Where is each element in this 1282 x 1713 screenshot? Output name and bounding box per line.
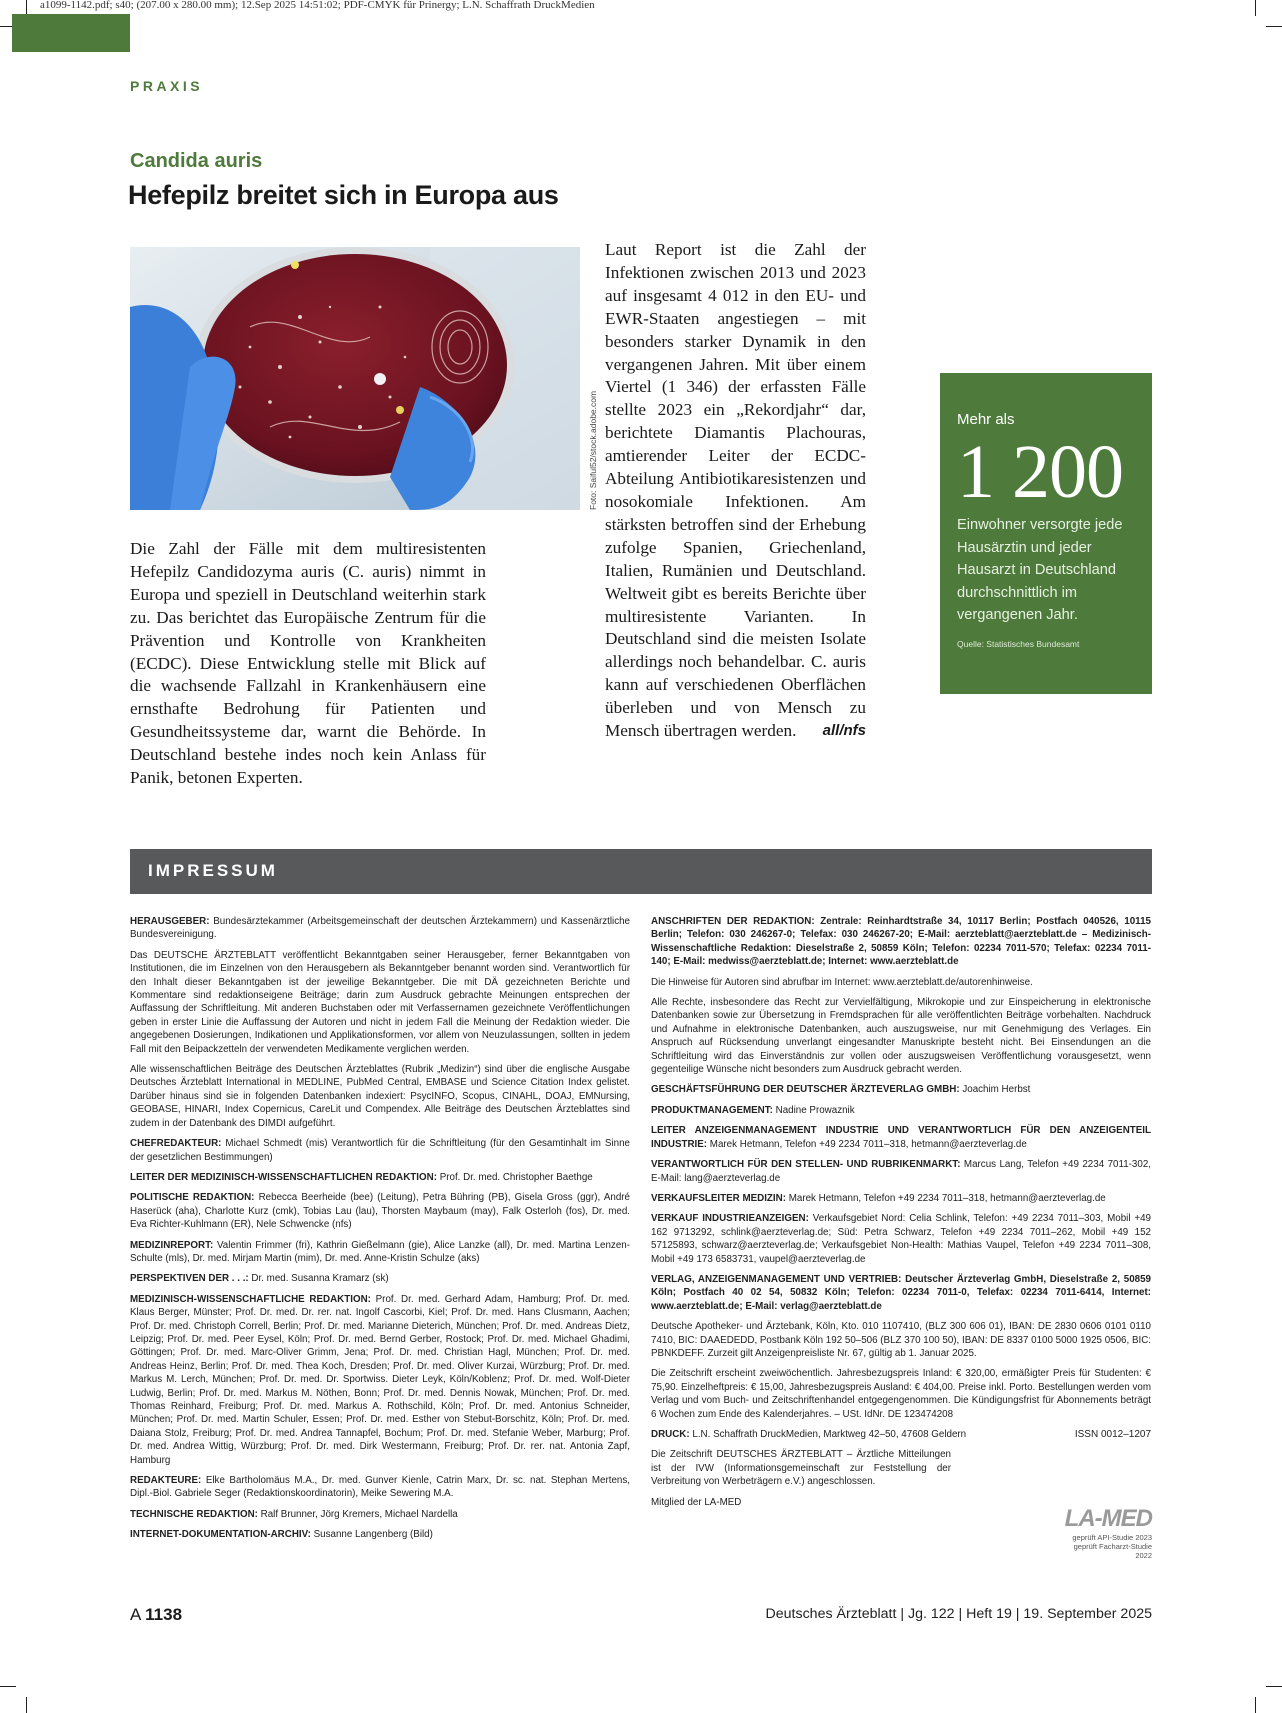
lamed-member: Mitglied der LA-MED [651,1496,742,1508]
impressum-entry [130,1528,630,1541]
impressum-entry-label: GESCHÄFTSFÜHRUNG DER DEUTSCHER ÄRZTEVERLAG GMBH: [651,1084,960,1096]
impressum-entry [651,1273,1151,1313]
impressum-entry [651,1083,1151,1096]
lamed-sub1: geprüft API-Studie 2023 [1072,1533,1152,1542]
impressum-entry-text: Prof. Dr. med. Christopher Baethge [439,1171,593,1183]
impressum-entry-label: POLITISCHE REDAKTION: [130,1192,255,1204]
impressum-entry [130,1171,630,1184]
impressum-entry-text: Susanne Langenberg (Bild) [313,1529,433,1541]
impressum-entry-label: LEITER DER MEDIZINISCH-WISSENSCHAFTLICHEN REDAKTION: [130,1171,437,1183]
article-body-col2 [605,239,866,743]
impressum-entry [651,1192,1151,1205]
impressum-entry-text: Michael Schmedt (mis) Verantwortlich für die Schriftleitung (für den Gesamtinhalt im Sinne der gesetzlichen Bestimmungen) [130,1138,630,1163]
page-prefix: A [130,1605,141,1624]
crop-mark [0,1686,16,1687]
impressum-entry-label: VERKAUF INDUSTRIEANZEIGEN: [651,1213,809,1225]
impressum-entry-text: Joachim Herbst [962,1084,1031,1096]
fact-source: Quelle: Statistisches Bundesamt [957,638,1080,649]
impressum-entry-label: LEITER ANZEIGENMANAGEMENT INDUSTRIE UND VERANTWORTLICH FÜR DEN ANZEIGENTEIL INDUSTRIE: [651,1125,1151,1150]
impressum-entry-text: Marek Hetmann, Telefon +49 2234 7011–318, hetmann@aerzteverlag.de [788,1192,1106,1204]
impressum-entry-text: Alle Rechte, insbesondere das Recht zur Vervielfältigung, Mikrokopie und zur Einspeicherung in elektronische Datenbanken sowie zur Übersetzung in Fremdsprachen für alle veröffentlichten Beiträge vorbehalten. Nachdruck und Aufnahme in elektronische Datenbanken, auch auszugsweise, nur mit Genehmigung des Verlages. Ein Anspruch auf Rücksendung unverlangt eingesandter Manuskripte besteht nicht. Bei Einsendungen an die Schriftleitung wird das Einverständnis zur vollen oder auszugsweisen Veröffentlichung vorausgesetzt, wenn gegenteilige Wünsche nicht besonders zum Ausdruck gebracht werden. [651,997,1151,1076]
impressum-entry [130,1137,630,1164]
druck-text: L.N. Schaffrath DruckMedien, Marktweg 42–50, 47608 Geldern [692,1429,967,1440]
impressum-entry-label: PRODUKTMANAGEMENT: [651,1104,773,1116]
crop-mark [1255,0,1256,16]
impressum-entry-label: INTERNET-DOKUMENTATION-ARCHIV: [130,1529,311,1541]
impressum-entry-text: Die Hinweise für Autoren sind abrufbar im Internet: www.aerzteblatt.de/autorenhinweise. [651,976,1033,988]
impressum-entry-label: ANSCHRIFTEN DER REDAKTION: [651,916,815,927]
impressum-entry-text: Alle wissenschaftlichen Beiträge des Deutschen Ärzteblattes (Rubrik „Medizin“) sind über die englische Ausgabe Deutsches Ärzteblatt International in MEDLINE, PubMed Central, EMBASE und Science Citation Index gelistet. Darüber hinaus sind sie in folgenden Datenbanken indexiert: PsycINFO, Scopus, CINAHL, DOAJ, EMNursing, GEOBASE, HINARI, Index Copernicus, CareLit und Compendex. Alle Beiträge des Deutschen Ärzteblattes sind zudem in der Datenbank des DIMDI aufgeführt. [130,1064,630,1129]
impressum-entry-label: HERAUSGEBER: [130,916,210,927]
fact-text: Einwohner versorgte jede Hausärztin und jeder Hausarzt in Deutschland durchschnittlich im vergangenen Jahr. [957,517,1123,623]
author-signature: all/nfs [822,722,866,740]
impressum-entry-label: REDAKTEURE: [130,1475,202,1487]
impressum-entry [130,1191,630,1231]
impressum-entry-text: Verkaufsgebiet Nord: Celia Schlink, Telefon: +49 2234 7011–303, Mobil +49 162 9713292, schlink@aerzteverlag.de; Süd: Petra Schwarz, Telefon +49 2234 7011–262, Mobil +49 152 57125893, schwarz@aerzteverlag.de; Verkaufsgebiet Non-Health: Mathias Vaupel, Telefon +49 2234 7011–308, Mobil +49 173 6583731, vaupel@aerzteverlag.de [651,1213,1151,1265]
lamed-logo [1060,1505,1152,1560]
impressum-entry [130,1239,630,1266]
article-headline: Hefepilz breitet sich in Europa aus [128,180,559,210]
impressum-entry-text: Marcus Lang, Telefon +49 2234 7011-302, E-Mail: lang@aerzteverlag.de [651,1159,1151,1184]
impressum-entry-label: PERSPEKTIVEN DER . . .: [130,1273,249,1285]
fact-pre: Mehr als [957,411,1015,428]
impressum-entry-text: Dr. med. Susanna Kramarz (sk) [251,1273,389,1285]
crop-mark [1266,26,1282,27]
impressum-entry-label: VERLAG, ANZEIGENMANAGEMENT UND VERTRIEB: [651,1273,902,1285]
lamed-sub2: geprüft Facharzt-Studie 2022 [1073,1542,1152,1560]
impressum-entry-text: Deutscher Ärzteverlag GmbH, Dieselstraße 2, 50859 Köln; Postfach 40 02 54, 50832 Köln; Telefon: 02234 7011-0, Telefax: 02234 7011-6414, Internet: www.aerzteblatt.de; E-Mail: verlag@aerzteblatt.de [651,1273,1151,1312]
impressum-entry [130,1063,630,1130]
impressum-entry [130,949,630,1056]
impressum-entry-text: Zentrale: Reinhardtstraße 34, 10117 Berlin; Postfach 040526, 10115 Berlin; Telefon: 030 246267-0; Telefax: 030 246267-20; E-Mail: aerzteblatt@aerzteblatt.de – Medizinisch-Wissenschaftliche Redaktion: Dieselstraße 2, 50859 Köln; Telefon: 02234 7011-570; Telefax: 02234 7011-140; E-Mail: medwiss@aerzteblatt.de; Internet: www.aerzteblatt.de [651,916,1151,968]
impressum-left-column [130,915,630,1549]
impressum-entry-text: Ralf Brunner, Jörg Kremers, Michael Nardella [260,1508,458,1520]
impressum-entry [130,1508,630,1521]
petri-dish-photo [130,247,580,510]
page-number [130,1605,182,1625]
impressum-entry [651,1124,1151,1151]
lamed-logo-text: LA-MED [1064,1505,1152,1532]
section-color-tab [12,14,130,52]
impressum-entry-text: Elke Bartholomäus M.A., Dr. med. Gunver Kienle, Catrin Marx, Dr. sc. nat. Stephan Mertens, Dipl.-Biol. Gabriele Seger (Redaktionskoordinatorin), Meike Sewering M.A. [130,1475,630,1500]
page-number-value: 1138 [145,1605,183,1624]
impressum-entry [651,1158,1151,1185]
impressum-entry-text: Nadine Prowaznik [775,1104,855,1116]
impressum-entry [651,1104,1151,1117]
impressum-entry [651,996,1151,1076]
section-label: PRAXIS [130,78,204,94]
print-info: a1099-1142.pdf; s40; (207.00 x 280.00 mm); 12.Sep 2025 14:51:02; PDF-CMYK für Prinergy; L.N. Schaffrath DruckMedien [40,0,595,11]
impressum-entry [130,915,630,942]
issn: ISSN 0012–1207 [1074,1429,1151,1440]
impressum-entry-text: Die Zeitschrift erscheint zweiwöchentlich. Jahresbezugspreis Inland: € 320,00, ermäßigter Preis für Studenten: € 75,90. Einzelheftpreis: € 15,00, Jahresbezugspreis Ausland: € 404,00. Preise inkl. Porto. Bestellungen werden vom Verlag und vom Buch- und Zeitschriftenhandel entgegengenommen. Die Kündigungsfrist für Abonnements beträgt 6 Wochen zum Ende des Kalenderjahres. – USt. IdNr. DE 123474208 [651,1368,1151,1420]
ivw-note: Die Zeitschrift DEUTSCHES ÄRZTEBLATT – Ärztliche Mitteilungen ist der IVW (Informationsgemeinschaft zur Feststellung der Verbreitung von Werbeträgern e.V.) angeschlossen. [651,1449,951,1488]
impressum-title: IMPRESSUM [148,861,278,880]
impressum-entry [651,976,1151,989]
impressum-entry-label: VERANTWORTLICH FÜR DEN STELLEN- UND RUBRIKENMARKT: [651,1159,961,1171]
impressum-entry-text: Prof. Dr. med. Gerhard Adam, Hamburg; Prof. Dr. med. Klaus Berger, Münster; Prof. Dr. med. Dr. rer. nat. Ingolf Cascorbi, Kiel; Prof. Dr. med. Hans Clusmann, Aachen; Prof. Dr. med. Christoph Correll, Berlin; Prof. Dr. med. Marianne Dieterich, München; Prof. Dr. med. Andreas Dietz, Leipzig; Prof. Dr. med. Peer Eysel, Köln; Prof. Dr. med. Bernd Gerber, Rostock; Prof. Dr. med. Michael Ghadimi, Göttingen; Prof. Dr. med. Marc-Oliver Grimm, Jena; Prof. Dr. med. Christian Hagl, München; Prof. Dr. med. Andreas Heinz, Berlin; Prof. Dr. med. Thea Koch, Dresden; Prof. Dr. med. Oliver Kurzai, Würzburg; Prof. Dr. med. Markus M. Lerch, München; Prof. Dr. med. Dr. Sportwiss. Dieter Leyk, Köln/Koblenz; Prof. Dr. med. Wolf-Dieter Ludwig, Berlin; Prof. Dr. med. Markus M. Nöthen, Bonn; Prof. Dr. med. Dennis Nowak, München; Prof. Dr. med. Thomas Reinhard, Freiburg; Prof. Dr. med. Markus A. Rothschild, Köln; Prof. Dr. med. Antonius Schneider, München; Prof. Dr. med. Martin Schuler, Essen; Prof. Dr. med. Esther von Stebut-Borschitz, Köln; Prof. Dr. med. Daiana Stolz, Freiburg; Prof. Dr. med. Andrea Tannapfel, Bochum; Prof. Dr. med. Stefanie Weber, Marburg; Prof. Dr. med. Andrea Wittig, Würzburg; Prof. Dr. med. Dirk Westermann, Freiburg; Prof. Dr. rer. nat. Antonia Zapf, Hamburg [130,1293,630,1466]
fact-number: 1 200 [957,430,1123,514]
impressum-header [130,849,1152,894]
impressum-right-list [651,915,1151,1421]
impressum-entry-text: Marek Hetmann, Telefon +49 2234 7011–318, hetmann@aerzteverlag.de [709,1138,1027,1150]
article-body-col2-text: Laut Report ist die Zahl der Infektionen zwischen 2013 und 2023 auf insgesamt 4 012 in den EU- und EWR-Staaten angestiegen – mit besonders starker Dynamik in den vergangenen Jahren. Mit über einem Viertel (1 346) der erfassten Fälle stellte 2023 ein „Rekordjahr“ dar, berichtete Diamantis Plachouras, amtierender Leiter der ECDC-Abteilung Antibiotikaresistenzen und nosokomiale Infektionen. Am stärksten betroffen sind der Erhebung zufolge Spanien, Griechenland, Italien, Rumänien und Deutschland. Weltweit gibt es bereits Berichte über multiresistente Varianten. In Deutschland sind die meisten Isolate allerdings noch behandelbar. C. auris kann auf verschiedenen Oberflächen überleben und von Mensch zu Mensch übertragen werden. [605,240,866,741]
impressum-entry-label: TECHNISCHE REDAKTION: [130,1508,258,1520]
impressum-entry-label: VERKAUFSLEITER MEDIZIN: [651,1192,786,1204]
impressum-druck [651,1428,1151,1441]
impressum-entry [651,1212,1151,1266]
impressum-entry [651,915,1151,969]
impressum-entry [651,1320,1151,1360]
druck-label: DRUCK: [651,1429,690,1440]
photo-credit: Foto: Saiful52/stock.adobe.com [588,390,598,510]
impressum-entry [130,1293,630,1467]
impressum-entry [130,1272,630,1285]
crop-mark [26,1697,27,1713]
impressum-entry-text: Rebecca Beerheide (bee) (Leitung), Petra Bühring (PB), Gisela Gross (ggr), André Haserück (aha), Charlotte Kurz (cmk), Tobias Lau (lau), Thorsten Maybaum (may), Falk Osterloh (fos), Dr. med. Eva Richter-Kuhlmann (ER), Nele Schwencke (nfs) [130,1192,630,1231]
impressum-entry-text: Valentin Frimmer (fri), Kathrin Gießelmann (gie), Alice Lanzke (all), Dr. med. Martina Lenzen-Schulte (mls), Dr. med. Mirjam Martin (mim), Dr. med. Anne-Kristin Schulze (aks) [130,1239,630,1264]
impressum-entry-text: Bundesärztekammer (Arbeitsgemeinschaft der deutschen Ärztekammern) und Kassenärztliche Bundesvereinigung. [130,916,630,941]
impressum-entry-label: CHEFREDAKTEUR: [130,1138,222,1150]
article-kicker: Candida auris [130,150,263,172]
impressum-right-column [651,915,1151,1516]
article-body-col1: Die Zahl der Fälle mit dem multiresistenten Hefepilz Candidozyma auris (C. auris) nimmt in Europa und speziell in Deutschland weiterhin stark zu. Das berichtet das Europäische Zentrum für die Prävention und Kontrolle von Krankheiten (ECDC). Diese Entwicklung stelle mit Blick auf die wachsende Fallzahl in Krankenhäusern eine ernsthafte Bedrohung für Patienten und Gesundheitssysteme dar, warnt die Behörde. In Deutschland bestehe indes noch kein Anlass für Panik, betonen Experten. [130,539,486,788]
crop-mark [1255,1697,1256,1713]
impressum-entry-text: Deutsche Apotheker- und Ärztebank, Köln, Kto. 010 1107410, (BLZ 300 606 01), IBAN: DE 2830 0606 0101 0110 7410, BIC: DAAEDEDD, Postbank Köln 192 50–506 (BLZ 370 100 50), IBAN: DE 8337 0100 5000 1925 0506, BIC: PBNKDEFF. Zurzeit gilt Anzeigenpreisliste Nr. 67, gültig ab 1. Januar 2025. [651,1321,1151,1359]
impressum-entry [651,1367,1151,1421]
impressum-entry [130,1474,630,1501]
crop-mark [1266,1686,1282,1687]
impressum-entry-label: MEDIZINREPORT: [130,1239,214,1251]
impressum-entry-label: MEDIZINISCH-WISSENSCHAFTLICHE REDAKTION: [130,1293,371,1305]
fact-box [940,373,1152,694]
journal-info: Deutsches Ärzteblatt | Jg. 122 | Heft 19 | 19. September 2025 [765,1606,1152,1622]
impressum-entry-text: Das DEUTSCHE ÄRZTEBLATT veröffentlicht Bekanntgaben seiner Herausgeber, ferner Bekanntgaben von Institutionen, die im Einzelnen von den Herausgebern als Bekanntgeber benannt worden sind. Verantwortlich für den Inhalt dieser Bekanntgaben ist der jeweilige Bekanntgeber. Die mit DÄ gezeichneten Berichte und Kommentare sind redaktionseigene Beiträge; darin zum Ausdruck gebrachte Meinungen entsprechen der Auffassung der Schriftleitung. Mit anderen Buchstaben oder mit Verfassernamen gezeichnete Veröffentlichungen geben in erster Linie die Auffassung der Autoren und nicht in jedem Fall die Meinung der Redaktion wieder. Die angegebenen Dosierungen, Indikationen und Applikationsformen, vor allem von Neuzulassungen, sollten in jedem Fall mit den Beipackzetteln der verwendeten Medikamente verglichen werden. [130,949,630,1055]
